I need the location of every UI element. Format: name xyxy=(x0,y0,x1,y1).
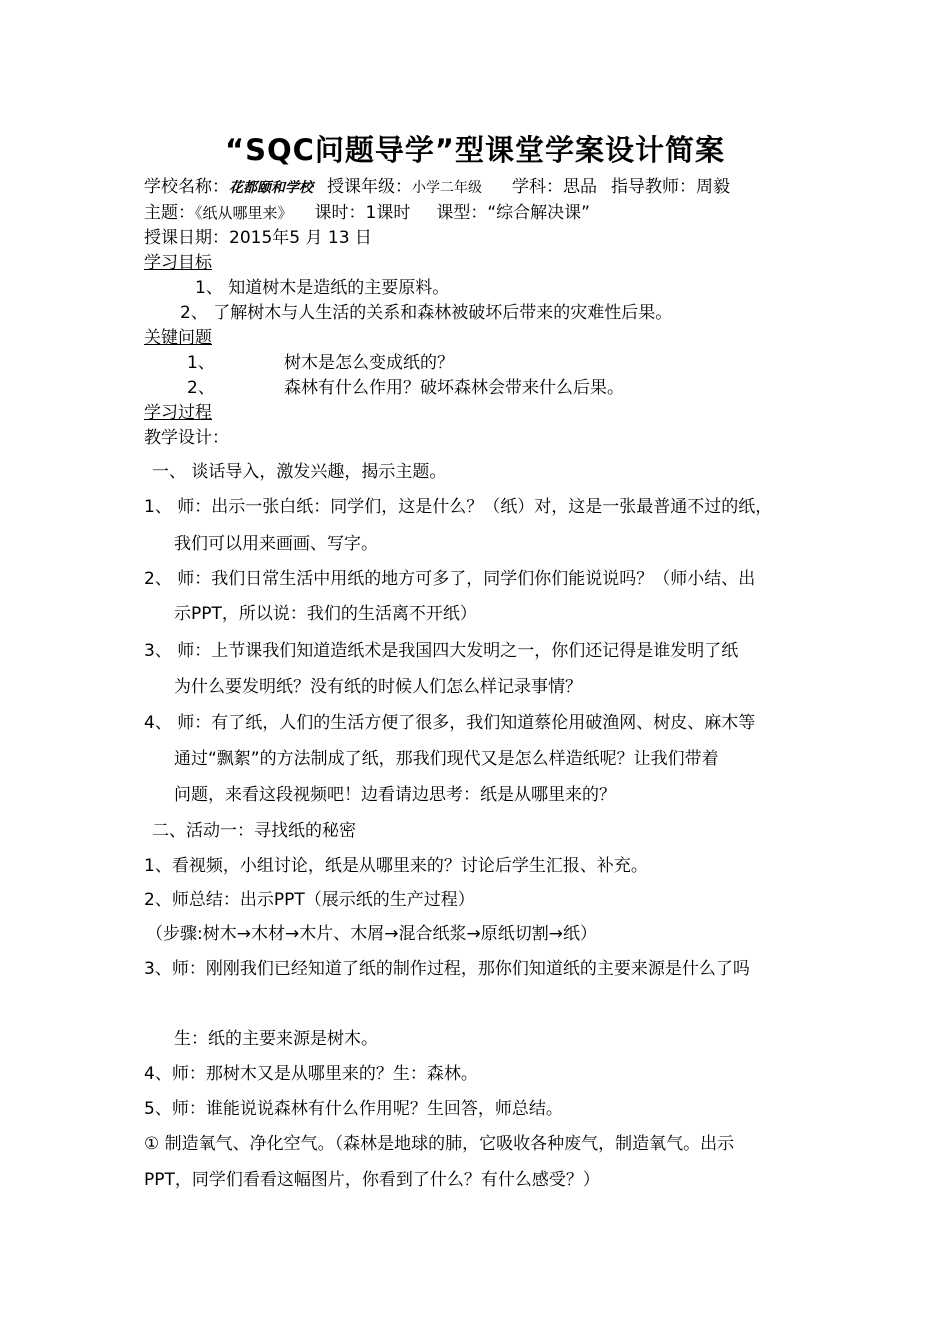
grade-value: 小学二年级 xyxy=(412,180,482,196)
school-label: 学校名称： xyxy=(144,177,229,197)
process-line: 生：纸的主要来源是树木。 xyxy=(174,1029,378,1049)
objectives-heading: 学习目标 xyxy=(144,253,212,273)
info-line-2 xyxy=(144,202,590,224)
design-label: 教学设计： xyxy=(144,428,229,448)
process-line: 通过“飘絮”的方法制成了纸，那我们现代又是怎么样造纸呢？让我们带着 xyxy=(174,749,719,769)
process-line: 为什么要发明纸？没有纸的时候人们怎么样记录事情？ xyxy=(174,677,582,697)
process-line: 4、 师：有了纸，人们的生活方便了很多，我们知道蔡伦用破渔网、树皮、麻木等 xyxy=(144,713,756,733)
process-line: 3、 师：上节课我们知道造纸术是我国四大发明之一，你们还记得是谁发明了纸 xyxy=(144,641,739,661)
topic-label: 主题： xyxy=(144,203,195,223)
process-heading: 学习过程 xyxy=(144,403,212,423)
process-line: 二、活动一：寻找纸的秘密 xyxy=(152,821,356,841)
question-text: 森林有什么作用？破坏森林会带来什么后果。 xyxy=(284,378,624,398)
info-line-1 xyxy=(144,176,730,199)
class-hours: 课时：1课时 xyxy=(314,203,411,223)
process-line: 3、师：刚刚我们已经知道了纸的制作过程，那你们知道纸的主要来源是什么了吗 xyxy=(144,959,750,979)
process-line: 我们可以用来画画、写字。 xyxy=(174,534,378,554)
question-number: 1、 xyxy=(187,353,215,373)
teaching-date: 授课日期：2015年5 月 13 日 xyxy=(144,228,372,248)
lesson-type: 课型：“综合解决课” xyxy=(436,203,590,223)
process-line: 1、看视频，小组讨论，纸是从哪里来的？讨论后学生汇报、补充。 xyxy=(144,856,648,876)
school-value: 花都颐和学校 xyxy=(229,180,313,196)
process-line: 4、师：那树木又是从哪里来的？生：森林。 xyxy=(144,1064,478,1084)
topic-value: 《纸从哪里来》 xyxy=(195,204,293,222)
teacher: 指导教师：周毅 xyxy=(611,177,730,197)
process-line: 1、 师：出示一张白纸：同学们，这是什么？（纸）对，这是一张最普通不过的纸， xyxy=(144,497,773,517)
document-title: “SQC问题导学”型课堂学案设计简案 xyxy=(225,133,725,167)
question-number: 2、 xyxy=(187,378,215,398)
process-line: PPT，同学们看看这幅图片，你看到了什么？有什么感受？） xyxy=(144,1170,600,1190)
process-line: 2、 师：我们日常生活中用纸的地方可多了，同学们你们能说说吗？（师小结、出 xyxy=(144,569,756,589)
questions-heading: 关键问题 xyxy=(144,328,212,348)
subject: 学科：思品 xyxy=(512,177,597,197)
process-line: 一、 谈话导入，激发兴趣，揭示主题。 xyxy=(152,462,447,482)
process-line: 示PPT，所以说：我们的生活离不开纸） xyxy=(174,604,477,624)
objective-item: 1、 知道树木是造纸的主要原料。 xyxy=(195,278,450,298)
process-line: ① 制造氧气、净化空气。（森林是地球的肺，它吸收各种废气，制造氧气。出示 xyxy=(144,1134,735,1154)
objective-item: 2、 了解树木与人生活的关系和森林被破坏后带来的灾难性后果。 xyxy=(180,303,673,323)
process-line: （步骤:树木→木材→木片、木屑→混合纸浆→原纸切割→纸） xyxy=(146,924,597,944)
process-line: 5、师：谁能说说森林有什么作用呢？生回答，师总结。 xyxy=(144,1099,563,1119)
process-line: 问题，来看这段视频吧！边看请边思考：纸是从哪里来的？ xyxy=(174,785,616,805)
grade-label: 授课年级： xyxy=(327,177,412,197)
question-text: 树木是怎么变成纸的？ xyxy=(284,353,454,373)
process-line: 2、师总结：出示PPT（展示纸的生产过程） xyxy=(144,890,475,910)
